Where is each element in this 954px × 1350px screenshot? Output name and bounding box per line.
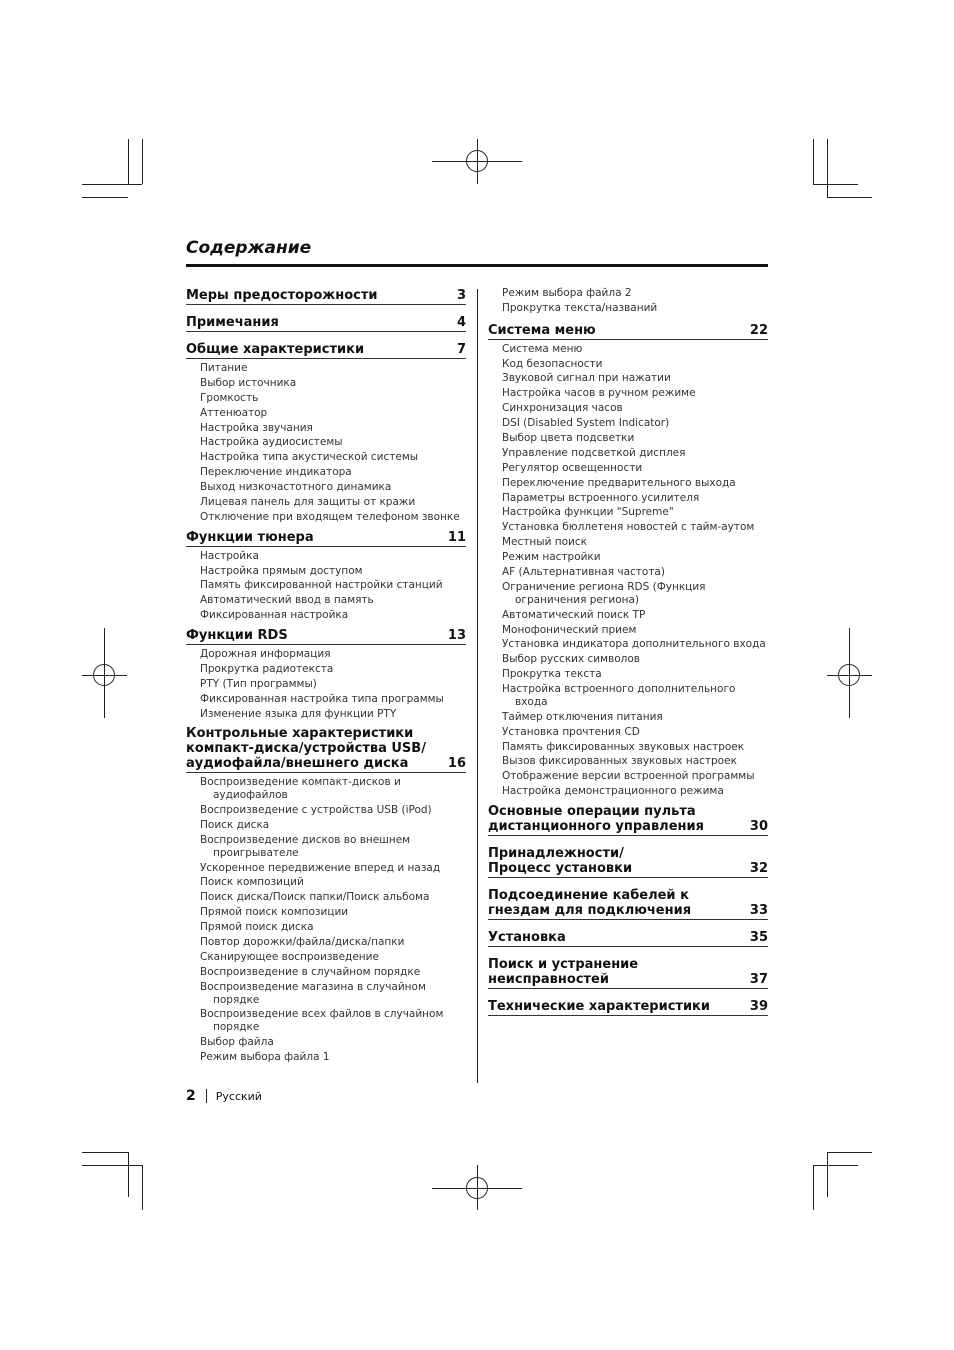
toc-section-heading[interactable] (488, 957, 768, 989)
section-page-number: 39 (749, 999, 768, 1015)
toc-subitems (186, 362, 466, 524)
registration-target-bottom (466, 1177, 488, 1199)
toc-subitem[interactable]: Лицевая панель для защиты от кражи (200, 496, 416, 509)
toc-subitem[interactable]: Воспроизведение магазина в случайном порядке (200, 980, 426, 1006)
section-page-number: 30 (749, 819, 768, 835)
toc-section (488, 888, 768, 920)
toc-section (186, 726, 466, 1063)
toc-subitem[interactable]: Питание (200, 362, 248, 374)
toc-section (186, 342, 466, 524)
toc-subitem[interactable]: Воспроизведение дисков во внешнем проигрывателе (200, 833, 411, 859)
section-page-number: 11 (447, 529, 466, 545)
toc-left-column (186, 288, 466, 1070)
section-page-number: 32 (749, 861, 768, 877)
section-title: Технические характеристики (488, 999, 710, 1015)
toc-section (488, 323, 768, 798)
toc-subitem[interactable]: Настройка аудиосистемы (200, 436, 343, 449)
toc-section (488, 804, 768, 836)
toc-subitem[interactable]: Параметры встроенного усилителя (502, 491, 700, 504)
section-title: Основные операции пульта дистанционного управления (488, 804, 704, 835)
toc-subitem[interactable]: Режим выбора файла 1 (200, 1050, 330, 1063)
toc-subitem[interactable]: Воспроизведение с устройства USB (iPod) (200, 804, 432, 817)
page-footer (186, 1088, 262, 1104)
toc-subitem[interactable]: Ускоренное передвижение вперед и назад (200, 861, 441, 874)
section-page-number: 3 (456, 288, 466, 303)
footer-divider (206, 1089, 207, 1103)
toc-subitem[interactable]: Память фиксированных звуковых настроек (502, 740, 745, 753)
toc-subitem[interactable]: Дорожная информация (200, 648, 331, 661)
page-title: Содержание (186, 238, 312, 258)
toc-subitem[interactable]: PTY (Тип программы) (200, 677, 317, 690)
toc-section (488, 846, 768, 878)
column-divider (477, 289, 478, 1083)
toc-section (186, 288, 466, 305)
section-page-number: 22 (749, 322, 768, 338)
toc-subitem[interactable]: AF (Альтернативная частота) (502, 566, 665, 579)
section-title: Поиск и устранение неисправностей (488, 957, 639, 988)
toc-section (186, 628, 466, 720)
title-rule (186, 264, 768, 267)
toc-subitem[interactable]: Управление подсветкой дисплея (502, 446, 686, 459)
toc-subitem[interactable]: Установка прочтения CD (502, 725, 640, 738)
toc-subitem[interactable]: Поиск диска (200, 819, 270, 831)
toc-subitem[interactable]: Синхронизация часов (502, 402, 623, 415)
toc-subitem[interactable]: Регулятор освещенности (502, 461, 643, 474)
toc-subitem[interactable]: Установка бюллетеня новостей с тайм-аутом (502, 521, 755, 534)
section-title: Функции тюнера (186, 529, 314, 545)
toc-section-heading[interactable] (186, 342, 466, 359)
toc-subitem[interactable]: Система меню (502, 342, 583, 355)
toc-subitem[interactable]: Код безопасности (502, 357, 603, 370)
continued-items (488, 287, 768, 315)
toc-subitem[interactable]: Ограничение региона RDS (Функция ограничения региона) (502, 580, 706, 606)
toc-subitem[interactable]: Прокрутка радиотекста (200, 662, 334, 675)
registration-target-left (93, 664, 115, 686)
toc-subitem[interactable]: Настройка типа акустической системы (200, 451, 419, 464)
toc-subitem[interactable]: Поиск диска/Поиск папки/Поиск альбома (200, 891, 430, 904)
section-title: Установка (488, 930, 566, 946)
section-title: Функции RDS (186, 628, 288, 644)
page-number: 2 (186, 1088, 196, 1104)
section-page-number: 35 (749, 930, 768, 946)
toc-subitem[interactable]: Фиксированная настройка типа программы (200, 692, 444, 705)
toc-section (488, 930, 768, 947)
toc-subitem[interactable]: Изменение языка для функции PTY (200, 707, 397, 720)
toc-section-heading[interactable] (186, 726, 466, 773)
toc-subitem[interactable]: Звуковой сигнал при нажатии (502, 372, 671, 385)
toc-section-heading[interactable] (488, 999, 768, 1016)
toc-subitem[interactable]: Режим выбора файла 2 (502, 287, 632, 299)
section-title: Подсоединение кабелей к гнездам для подключения (488, 888, 692, 919)
toc-subitem[interactable]: Вызов фиксированных звуковых настроек (502, 755, 737, 768)
section-title: Общие характеристики (186, 342, 365, 357)
toc-subitem[interactable]: Настройка функции "Supreme" (502, 506, 674, 519)
section-title: Система меню (488, 322, 596, 338)
toc-subitems (488, 343, 768, 798)
section-page-number: 33 (749, 903, 768, 919)
toc-subitem[interactable]: Поиск композиций (200, 876, 304, 889)
toc-subitem[interactable]: Выход низкочастотного динамика (200, 481, 392, 494)
toc-subitem[interactable]: Память фиксированной настройки станций (200, 579, 443, 592)
toc-subitem[interactable]: Отображение версии встроенной программы (502, 770, 755, 783)
toc-subitem[interactable]: Таймер отключения питания (502, 710, 663, 723)
toc-section-heading[interactable] (488, 888, 768, 920)
toc-subitem[interactable]: Фиксированная настройка (200, 609, 349, 622)
toc-subitem[interactable]: Воспроизведение всех файлов в случайном порядке (200, 1008, 444, 1034)
toc-subitem[interactable]: Воспроизведение компакт-дисков и аудиофайлов (200, 776, 401, 802)
toc-subitem[interactable]: Сканирующее воспроизведение (200, 950, 379, 963)
registration-target-right (838, 664, 860, 686)
toc-subitem[interactable]: Аттенюатор (200, 406, 268, 419)
toc-subitem[interactable]: Громкость (200, 391, 259, 404)
section-page-number: 37 (749, 972, 768, 988)
toc-subitem[interactable]: Настройка встроенного дополнительного входа (502, 683, 736, 708)
toc-subitems (186, 776, 466, 1063)
section-title: Контрольные характеристики компакт-диска/устройства USB/ аудиофайла/внешнего диска (186, 726, 426, 772)
toc-section-heading[interactable] (488, 804, 768, 836)
toc-subitem[interactable]: DSI (Disabled System Indicator) (502, 417, 670, 430)
toc-subitem[interactable]: Монофонический прием (502, 623, 637, 636)
toc-subitem[interactable]: Настройка (200, 549, 259, 562)
toc-subitem[interactable]: Автоматический ввод в память (200, 594, 374, 607)
toc-subitem[interactable]: Настройка звучания (200, 421, 313, 434)
toc-section-heading[interactable] (186, 288, 466, 305)
section-title: Принадлежности/ Процесс установки (488, 846, 633, 877)
toc-subitem[interactable]: Прямой поиск композиции (200, 906, 349, 919)
toc-subitems (186, 550, 466, 622)
toc-subitem[interactable]: Переключение индикатора (200, 466, 352, 479)
toc-subitem[interactable]: Автоматический поиск TP (502, 608, 646, 621)
toc-subitem[interactable]: Установка индикатора дополнительного входа (502, 638, 766, 651)
toc-section (488, 999, 768, 1016)
toc-subitem[interactable]: Повтор дорожки/файла/диска/папки (200, 936, 405, 949)
toc-subitem[interactable]: Выбор русских символов (502, 653, 640, 666)
registration-target-top (466, 150, 488, 172)
toc-subitem[interactable]: Настройка прямым доступом (200, 564, 363, 577)
toc-subitem[interactable]: Прокрутка текста (502, 668, 602, 681)
toc-right-sections (488, 323, 768, 1016)
toc-subitem[interactable]: Настройка демонстрационного режима (502, 785, 724, 798)
toc-section-heading[interactable] (186, 315, 466, 332)
toc-right-column (488, 287, 768, 1026)
language-label: Русский (215, 1089, 262, 1103)
toc-section (186, 315, 466, 332)
section-title: Меры предосторожности (186, 288, 378, 303)
toc-subitem[interactable]: Режим настройки (502, 551, 601, 564)
section-page-number: 13 (447, 628, 466, 644)
toc-section (186, 530, 466, 622)
toc-subitem[interactable]: Выбор цвета подсветки (502, 432, 635, 445)
toc-section-heading[interactable] (488, 930, 768, 947)
toc-subitem[interactable]: Местный поиск (502, 536, 587, 549)
toc-section-heading[interactable] (186, 530, 466, 547)
section-title: Примечания (186, 315, 279, 330)
section-page-number: 4 (456, 315, 466, 330)
toc-section-heading[interactable] (488, 323, 768, 340)
toc-subitem[interactable]: Прямой поиск диска (200, 921, 314, 934)
toc-section (488, 957, 768, 989)
toc-subitem[interactable]: Выбор источника (200, 376, 297, 389)
toc-subitem[interactable]: Настройка часов в ручном режиме (502, 387, 696, 400)
toc-subitem[interactable]: Воспроизведение в случайном порядке (200, 965, 421, 978)
toc-subitems (186, 648, 466, 720)
toc-subitem[interactable]: Переключение предварительного выхода (502, 476, 736, 489)
toc-subitem[interactable]: Выбор файла (200, 1036, 274, 1049)
toc-subitem[interactable]: Отключение при входящем телефоном звонке (200, 510, 460, 523)
section-page-number: 7 (456, 342, 466, 357)
toc-section-heading[interactable] (488, 846, 768, 878)
section-page-number: 16 (447, 756, 466, 772)
toc-section-heading[interactable] (186, 628, 466, 645)
toc-subitem[interactable]: Прокрутка текста/названий (502, 301, 658, 314)
